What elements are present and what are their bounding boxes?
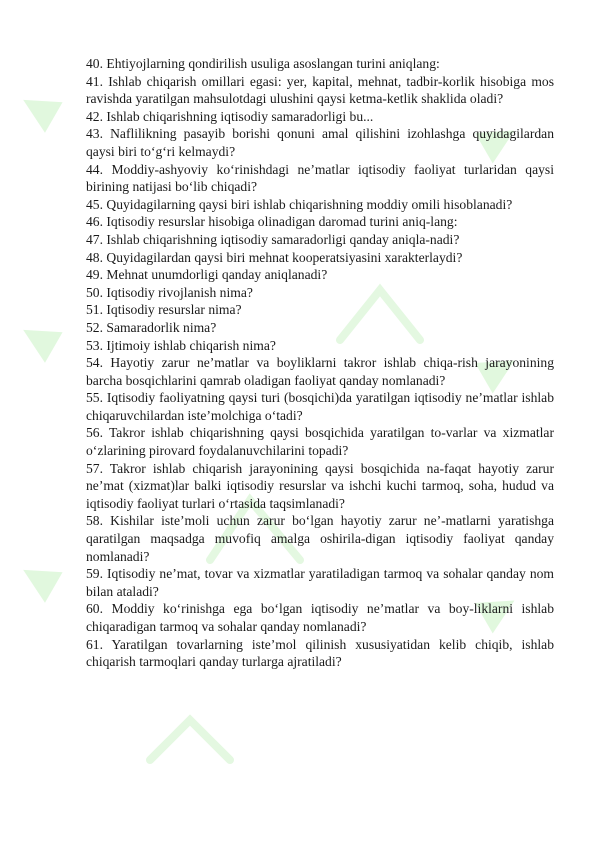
svg-text:▲: ▲ — [470, 578, 535, 637]
question-61: 61. Yaratilgan tovarlarning iste’mol qilinish xususiyatidan kelib chiqib, ishlab chiqarish tarmoqlari qanday turlarga ajratiladi? — [86, 636, 554, 670]
question-51: 51. Iqtisodiy resurslar nima? — [86, 302, 242, 318]
svg-text:▲: ▲ — [470, 108, 535, 167]
question-57: 57. Takror ishlab chiqarish jarayonining qaysi bosqichida na-faqat hayotiy zarur ne’mat (xizmat)lar balki iqtisodiy resurslar va ishchi kuchi tarmoq, soha, hudud va iqtisodiy faoliyat turlari o‘rtasida taqsimlanadi? — [86, 460, 554, 511]
question-58: 58. Kishilar iste’moli uchun zarur bo‘lgan hayotiy zarur ne’-matlarni yaratishga qaratilgan maqsadga muvofiq amalga oshirila-digan iqtisodiy faoliyat qanday nomlanadi? — [86, 513, 554, 564]
question-45: 45. Quyidagilarning qaysi biri ishlab chiqarishning moddiy omili hisoblanadi? — [86, 196, 513, 212]
question-47: 47. Ishlab chiqarishning iqtisodiy samaradorligi qanday aniqla-nadi? — [86, 231, 460, 247]
question-43: 43. Naflilikning pasayib borishi qonuni amal qilishini izohlashga quyidagilardan qaysi biri to‘g‘ri kelmaydi? — [86, 126, 554, 159]
svg-text:▲: ▲ — [470, 338, 535, 397]
question-56: 56. Takror ishlab chiqarishning qaysi bosqichida yaratilgan to-varlar va xizmatlar o‘zlarining pirovard foydalanuvchilarini topadi? — [86, 425, 554, 459]
question-44: 44. Moddiy-ashyoviy ko‘rinishdagi ne’matlar iqtisodiy faoliyat turlaridan qaysi birining natijasi bo‘lib chiqadi? — [86, 161, 554, 195]
question-42: 42. Ishlab chiqarishning iqtisodiy samaradorligi bu... — [86, 108, 374, 124]
svg-text:▲: ▲ — [2, 307, 68, 366]
question-48: 48. Quyidagilardan qaysi biri mehnat kooperatsiyasini xarakterlaydi? — [86, 249, 463, 265]
question-41: 41. Ishlab chiqarish omillari egasi: yer, kapital, mehnat, tadbir-korlik hisobiga mos ravishda yaratilgan mahsulotdagi ulushini qaysi ketma-ketlik shaklida oladi? — [86, 73, 554, 107]
question-59: 59. Iqtisodiy ne’mat, tovar va xizmatlar yaratiladigan tarmoq va sohalar qanday nom bilan ataladi? — [86, 566, 554, 599]
svg-text:▲: ▲ — [2, 77, 68, 136]
question-50: 50. Iqtisodiy rivojlanish nima? — [86, 284, 253, 300]
question-52: 52. Samaradorlik nima? — [86, 319, 217, 335]
question-54: 54. Hayotiy zarur ne’matlar va boyliklarni takror ishlab chiqa-rish jarayonining barcha bosqichlarini qamrab oladigan faoliyat qanday nomlanadi? — [86, 355, 554, 388]
question-49: 49. Mehnat unumdorligi qanday aniqlanadi? — [86, 267, 328, 283]
question-55: 55. Iqtisodiy faoliyatning qaysi turi (bosqichi)da yaratilgan iqtisodiy ne’matlar ishlab chiqaruvchilardan iste’molchiga o‘tadi? — [86, 390, 554, 423]
question-53: 53. Ijtimoiy ishlab chiqarish nima? — [86, 337, 276, 353]
question-40: 40. Ehtiyojlarning qondirilish usuliga asoslangan turini aniqlang: — [86, 56, 440, 71]
document-body — [86, 55, 554, 671]
question-46: 46. Iqtisodiy resurslar hisobiga olinadigan daromad turini aniq-lang: — [86, 214, 458, 230]
question-60: 60. Moddiy ko‘rinishga ega bo‘lgan iqtisodiy ne’matlar va boy-liklarni ishlab chiqaradigan tarmoq va sohalar qanday nomlanadi? — [86, 601, 554, 634]
svg-text:▲: ▲ — [2, 547, 68, 606]
